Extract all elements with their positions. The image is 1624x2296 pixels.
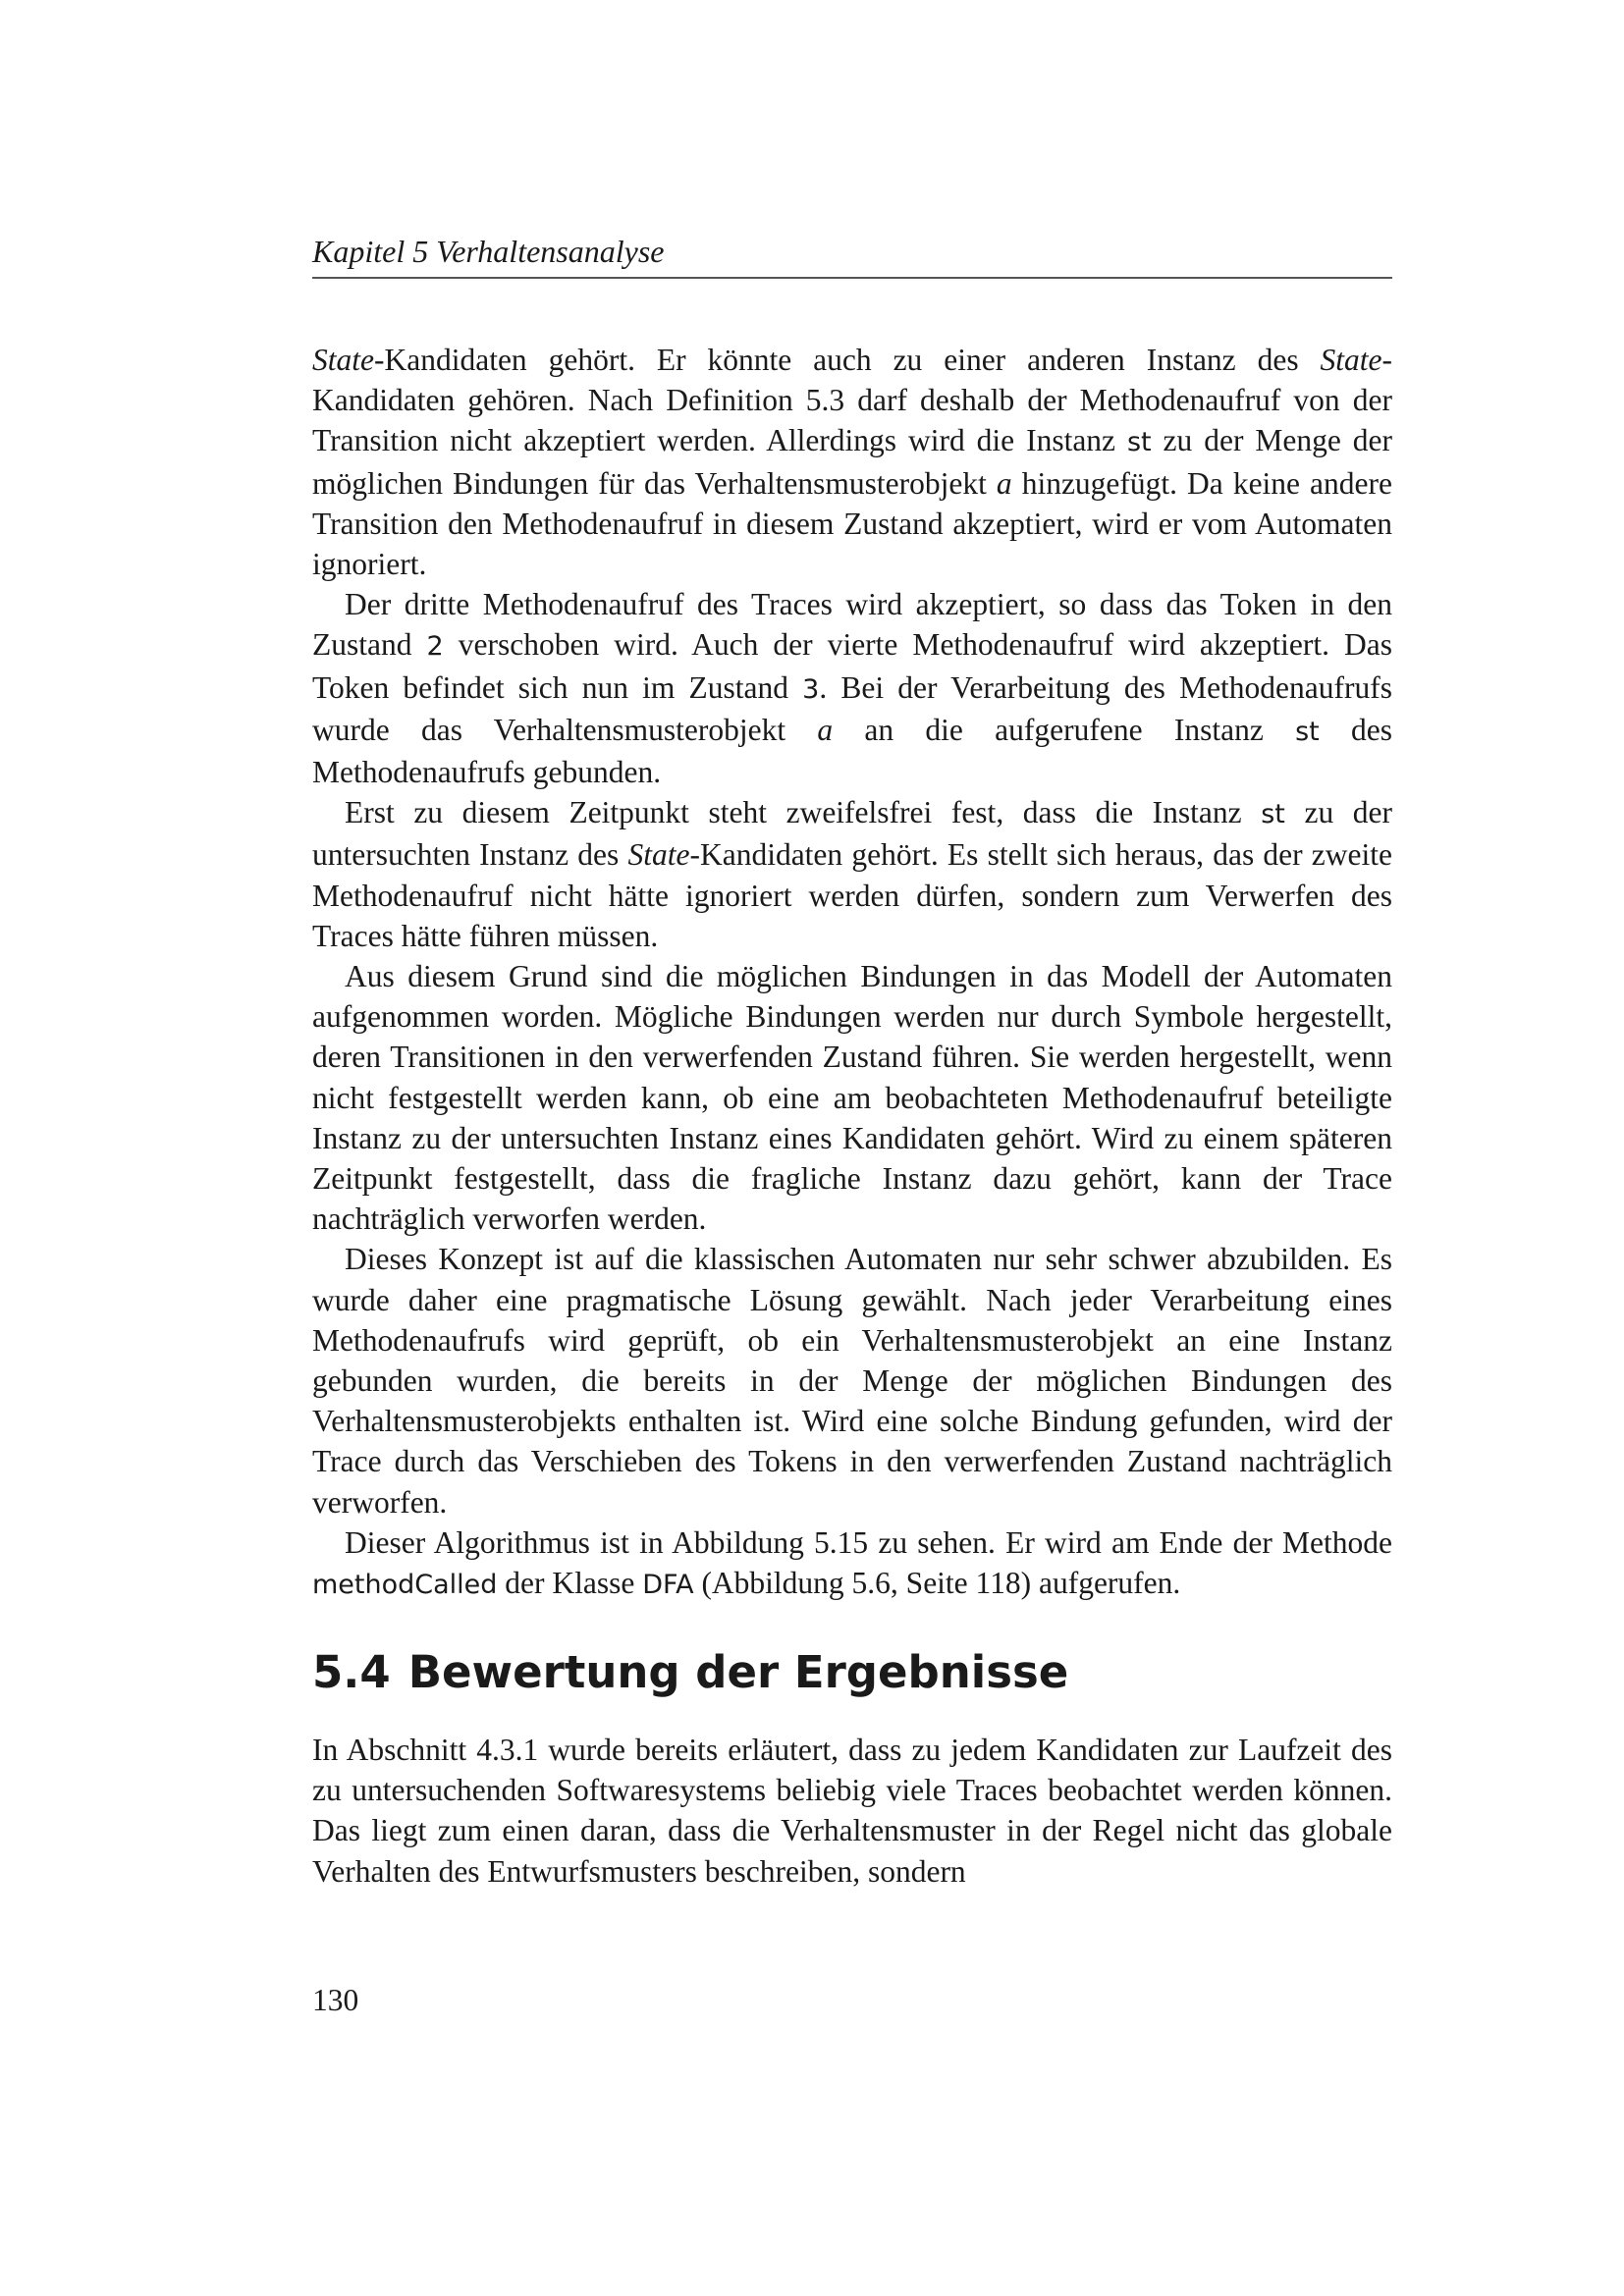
section-title: Bewertung der Ergebnisse (407, 1646, 1069, 1698)
text-run: st (1295, 716, 1320, 747)
text-run: Der dritte Methodenaufruf des Traces wird akzeptiert, so dass das Token in den Zustand (312, 587, 1392, 663)
text-run: Aus diesem Grund sind die möglichen Bindungen in das Modell der Automaten aufgenommen worden. Mögliche Bindungen werden nur durch Symbole hergestellt, deren Transitionen in den verwerfenden Zustand führen. Sie werden hergestellt, wenn nicht festgestellt werden kann, ob eine am beobachteten Methodenaufruf beteiligte Instanz zu der untersuchten Instanz eines Kandidaten gehört. Wird zu einem späteren Zeitpunkt festgestellt, dass die fragliche Instanz dazu gehört, kann der Trace nachträglich verworfen werden. (312, 959, 1392, 1237)
body-text (312, 340, 1392, 1605)
text-run: State (1320, 343, 1382, 377)
text-run: -Kandidaten gehört. Er könnte auch zu einer anderen Instanz des (374, 343, 1321, 377)
paragraph-4 (312, 956, 1392, 1239)
text-run: a (996, 465, 1012, 501)
paragraph-5 (312, 1239, 1392, 1522)
text-run: st (1261, 799, 1285, 830)
section-body (312, 1730, 1392, 1892)
paragraph-1 (312, 340, 1392, 584)
section-heading (312, 1645, 1392, 1700)
paragraph-3 (312, 792, 1392, 956)
section-paragraph: In Abschnitt 4.3.1 wurde bereits erläutert, dass zu jedem Kandidaten zur Laufzeit des zu untersuchenden Softwaresystems beliebig viele Traces beobachtet werden können. Das liegt zum einen daran, dass die Verhaltensmuster in der Regel nicht das globale Verhalten des Entwurfsmusters beschreiben, sondern (312, 1733, 1392, 1889)
text-run: DFA (642, 1570, 694, 1601)
text-run: . Bei der Verarbeitung des Methodenaufrufs wurde das Verhaltensmusterobjekt (312, 669, 1392, 747)
paragraph-6 (312, 1522, 1392, 1605)
text-run: zu der Menge der möglichen Bindungen für das Verhaltensmusterobjekt (312, 423, 1392, 501)
text-run: Dieses Konzept ist auf die klassischen Automaten nur sehr schwer abzubilden. Es wurde daher eine pragmatische Lösung gewählt. Nach jeder Verarbeitung eines Methodenaufrufs wird geprüft, ob ein Verhaltensmusterobjekt an eine Instanz gebunden wurden, die bereits in der Menge der möglichen Bindungen des Verhaltensmusterobjekts enthalten ist. Wird eine solche Bindung gefunden, wird der Trace durch das Verschieben des Tokens in den verwerfenden Zustand nachträglich verworfen. (312, 1242, 1392, 1520)
text-run: Dieser Algorithmus ist in Abbildung 5.15 zu sehen. Er wird am Ende der Methode (345, 1524, 1392, 1560)
paragraph-2 (312, 584, 1392, 792)
page-number: 130 (312, 1983, 359, 2017)
text-run: 3 (802, 673, 820, 705)
text-run: des Methodenaufrufs gebunden. (312, 712, 1392, 790)
text-run: -Kandidaten gehört. Es stellt sich heraus, das der zweite Methodenaufruf nicht hätte ignoriert werden dürfen, sondern zum Verwerfen des Traces hätte führen müssen. (312, 837, 1392, 953)
text-run: st (1126, 427, 1152, 458)
text-run: State (627, 837, 690, 873)
running-header: Kapitel 5 Verhaltensanalyse (312, 232, 1392, 279)
text-run: methodCalled (312, 1570, 498, 1601)
text-run: verschoben wird. Auch der vierte Methodenaufruf wird akzeptiert. Das Token befindet sich nun im Zustand (312, 627, 1393, 705)
text-run: State (312, 343, 374, 377)
text-run: -Kandidaten gehören. Nach Definition 5.3 darf deshalb der Methodenaufruf von der Transition nicht akzeptiert werden. Allerdings wird die Instanz (312, 343, 1392, 458)
text-run: an die aufgerufene Instanz (833, 712, 1296, 747)
text-run: zu der untersuchten Instanz des (312, 795, 1393, 873)
text-run: (Abbildung 5.6, Seite 118) aufgerufen. (693, 1566, 1181, 1601)
text-run: hinzugefügt. Da keine andere Transition den Methodenaufruf in diesem Zustand akzeptiert, wird er vom Automaten ignoriert. (312, 465, 1392, 582)
text-run: der Klasse (497, 1566, 643, 1601)
section-number: 5.4 (312, 1646, 391, 1698)
text-run: 2 (426, 631, 444, 663)
text-run: a (817, 712, 834, 747)
text-run: Erst zu diesem Zeitpunkt steht zweifelsfrei fest, dass die Instanz (345, 795, 1262, 830)
